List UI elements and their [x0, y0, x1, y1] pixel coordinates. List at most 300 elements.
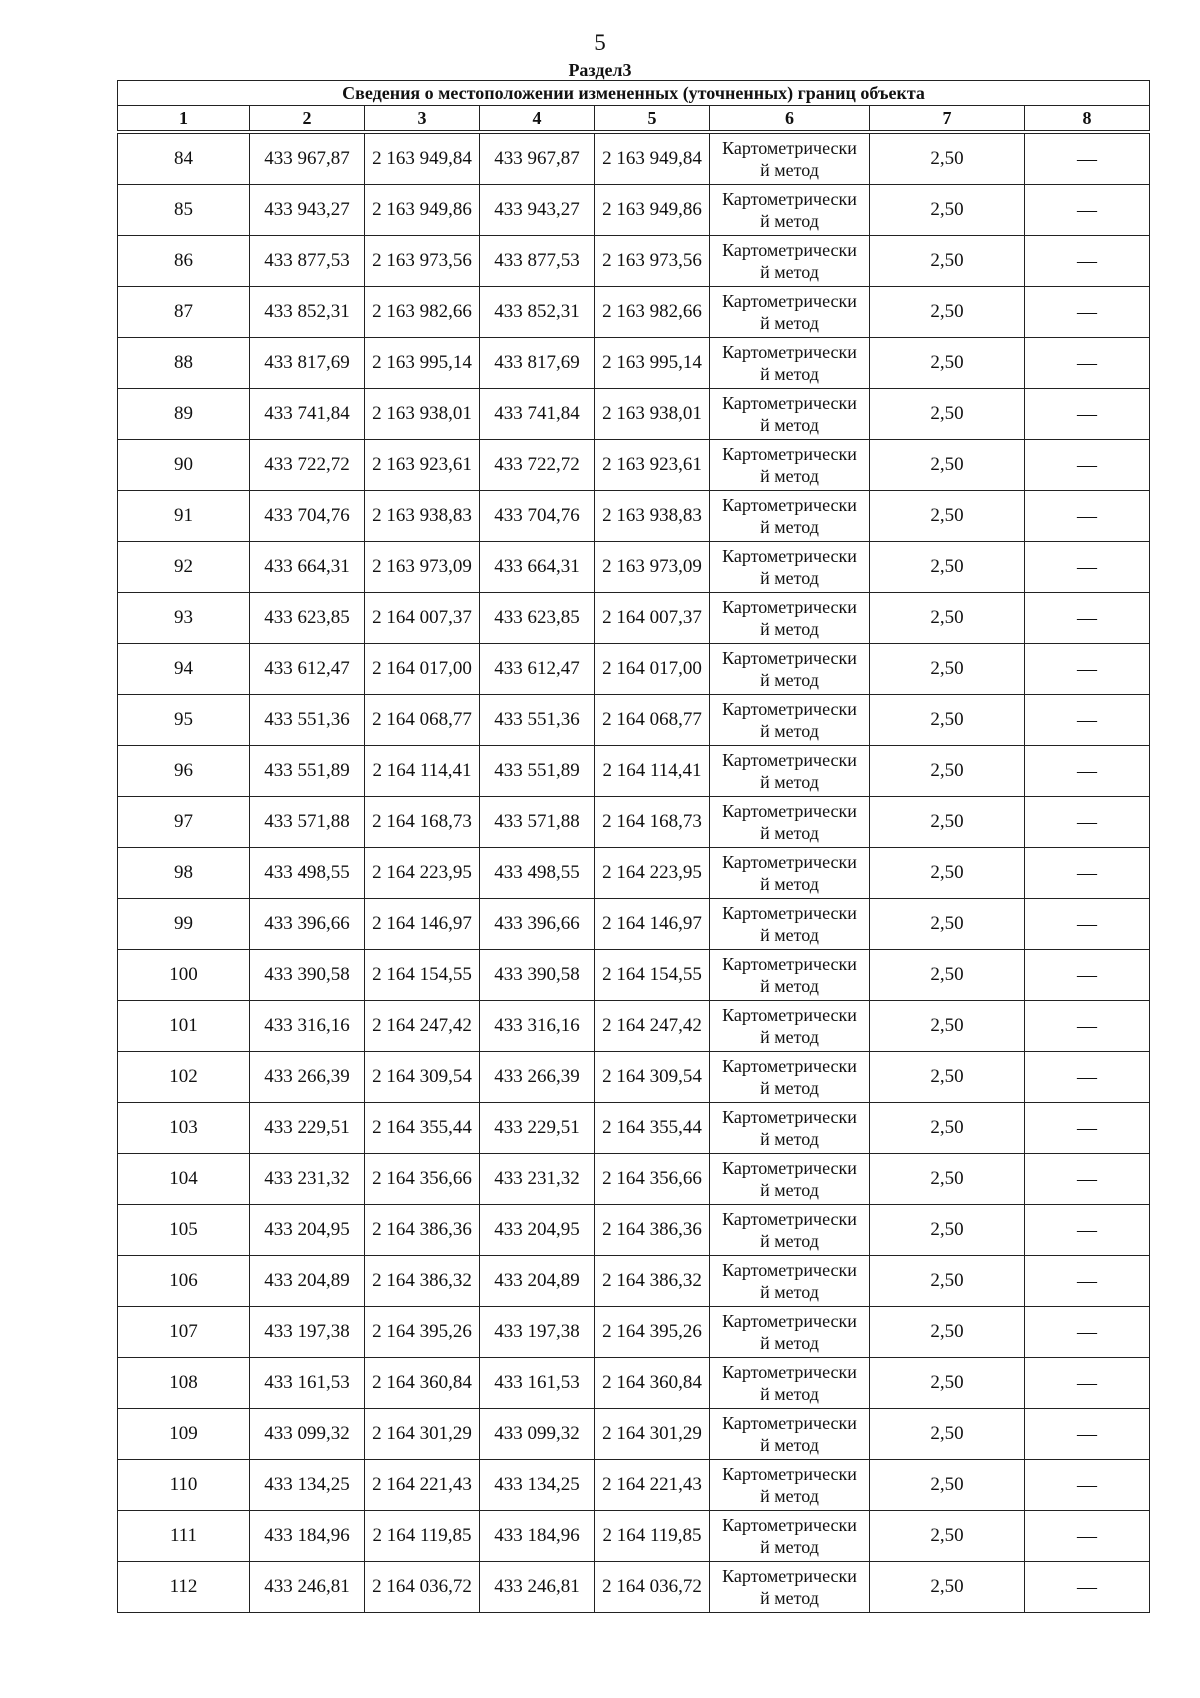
y-coordinate-existing: 2 164 355,44: [365, 1103, 480, 1154]
y-coordinate-refined: 2 164 119,85: [595, 1511, 710, 1562]
table-row: [118, 848, 1150, 899]
y-coordinate-existing: 2 164 007,37: [365, 593, 480, 644]
x-coordinate-refined: 433 943,27: [480, 185, 595, 236]
table-row: [118, 644, 1150, 695]
table-row: [118, 389, 1150, 440]
table-row: [118, 1511, 1150, 1562]
y-coordinate-refined: 2 164 386,36: [595, 1205, 710, 1256]
method-line-1: Картометрически: [722, 1158, 857, 1178]
point-number: 111: [118, 1511, 250, 1562]
point-number: 88: [118, 338, 250, 389]
method-line-1: Картометрически: [722, 495, 857, 515]
point-number: 106: [118, 1256, 250, 1307]
y-coordinate-existing: 2 164 154,55: [365, 950, 480, 1001]
x-coordinate-existing: 433 390,58: [250, 950, 365, 1001]
y-coordinate-refined: 2 164 007,37: [595, 593, 710, 644]
column-number-5: 5: [595, 106, 710, 131]
method-line-2: й метод: [760, 364, 819, 384]
note-dash: —: [1025, 797, 1150, 848]
x-coordinate-refined: 433 246,81: [480, 1562, 595, 1613]
determination-method: [710, 1256, 870, 1307]
accuracy-value: 2,50: [870, 542, 1025, 593]
determination-method: [710, 695, 870, 746]
y-coordinate-existing: 2 163 938,83: [365, 491, 480, 542]
accuracy-value: 2,50: [870, 848, 1025, 899]
y-coordinate-refined: 2 164 395,26: [595, 1307, 710, 1358]
table-row: [118, 491, 1150, 542]
method-line-1: Картометрически: [722, 291, 857, 311]
accuracy-value: 2,50: [870, 1154, 1025, 1205]
table-row: [118, 1052, 1150, 1103]
note-dash: —: [1025, 695, 1150, 746]
method-line-1: Картометрически: [722, 1515, 857, 1535]
y-coordinate-existing: 2 164 356,66: [365, 1154, 480, 1205]
point-number: 99: [118, 899, 250, 950]
x-coordinate-refined: 433 204,95: [480, 1205, 595, 1256]
x-coordinate-refined: 433 852,31: [480, 287, 595, 338]
y-coordinate-refined: 2 163 949,86: [595, 185, 710, 236]
method-line-1: Картометрически: [722, 1056, 857, 1076]
x-coordinate-existing: 433 551,89: [250, 746, 365, 797]
y-coordinate-refined: 2 164 247,42: [595, 1001, 710, 1052]
method-line-1: Картометрически: [722, 750, 857, 770]
accuracy-value: 2,50: [870, 1460, 1025, 1511]
point-number: 86: [118, 236, 250, 287]
method-line-2: й метод: [760, 1486, 819, 1506]
method-line-1: Картометрически: [722, 342, 857, 362]
method-line-2: й метод: [760, 619, 819, 639]
point-number: 100: [118, 950, 250, 1001]
table-row: [118, 1358, 1150, 1409]
y-coordinate-existing: 2 164 360,84: [365, 1358, 480, 1409]
method-line-2: й метод: [760, 823, 819, 843]
table-row: [118, 1205, 1150, 1256]
method-line-1: Картометрически: [722, 1413, 857, 1433]
y-coordinate-existing: 2 164 301,29: [365, 1409, 480, 1460]
point-number: 90: [118, 440, 250, 491]
method-line-1: Картометрически: [722, 1566, 857, 1586]
x-coordinate-existing: 433 612,47: [250, 644, 365, 695]
method-line-1: Картометрически: [722, 444, 857, 464]
table-row: [118, 236, 1150, 287]
y-coordinate-existing: 2 164 114,41: [365, 746, 480, 797]
x-coordinate-existing: 433 197,38: [250, 1307, 365, 1358]
point-number: 85: [118, 185, 250, 236]
x-coordinate-refined: 433 551,36: [480, 695, 595, 746]
x-coordinate-refined: 433 204,89: [480, 1256, 595, 1307]
note-dash: —: [1025, 440, 1150, 491]
x-coordinate-existing: 433 967,87: [250, 134, 365, 185]
x-coordinate-refined: 433 612,47: [480, 644, 595, 695]
determination-method: [710, 1511, 870, 1562]
x-coordinate-refined: 433 498,55: [480, 848, 595, 899]
column-number-1: 1: [118, 106, 250, 131]
y-coordinate-refined: 2 163 982,66: [595, 287, 710, 338]
note-dash: —: [1025, 491, 1150, 542]
note-dash: —: [1025, 593, 1150, 644]
accuracy-value: 2,50: [870, 746, 1025, 797]
method-line-2: й метод: [760, 517, 819, 537]
page-number: 5: [594, 30, 606, 55]
accuracy-value: 2,50: [870, 1511, 1025, 1562]
accuracy-value: 2,50: [870, 287, 1025, 338]
determination-method: [710, 338, 870, 389]
y-coordinate-refined: 2 164 036,72: [595, 1562, 710, 1613]
method-line-1: Картометрически: [722, 1005, 857, 1025]
determination-method: [710, 287, 870, 338]
method-line-2: й метод: [760, 1588, 819, 1608]
accuracy-value: 2,50: [870, 593, 1025, 644]
point-number: 103: [118, 1103, 250, 1154]
y-coordinate-existing: 2 164 017,00: [365, 644, 480, 695]
x-coordinate-refined: 433 551,89: [480, 746, 595, 797]
x-coordinate-refined: 433 571,88: [480, 797, 595, 848]
note-dash: —: [1025, 1307, 1150, 1358]
y-coordinate-refined: 2 163 973,56: [595, 236, 710, 287]
accuracy-value: 2,50: [870, 440, 1025, 491]
y-coordinate-existing: 2 163 949,86: [365, 185, 480, 236]
determination-method: [710, 440, 870, 491]
method-line-2: й метод: [760, 211, 819, 231]
note-dash: —: [1025, 1562, 1150, 1613]
note-dash: —: [1025, 1511, 1150, 1562]
accuracy-value: 2,50: [870, 1205, 1025, 1256]
determination-method: [710, 134, 870, 185]
method-line-1: Картометрически: [722, 1260, 857, 1280]
point-number: 94: [118, 644, 250, 695]
y-coordinate-existing: 2 164 168,73: [365, 797, 480, 848]
x-coordinate-refined: 433 967,87: [480, 134, 595, 185]
table-row: [118, 1307, 1150, 1358]
accuracy-value: 2,50: [870, 1409, 1025, 1460]
y-coordinate-refined: 2 164 360,84: [595, 1358, 710, 1409]
point-number: 102: [118, 1052, 250, 1103]
note-dash: —: [1025, 542, 1150, 593]
note-dash: —: [1025, 1052, 1150, 1103]
determination-method: [710, 593, 870, 644]
method-line-2: й метод: [760, 415, 819, 435]
x-coordinate-existing: 433 877,53: [250, 236, 365, 287]
table-row: [118, 797, 1150, 848]
accuracy-value: 2,50: [870, 1052, 1025, 1103]
method-line-2: й метод: [760, 772, 819, 792]
determination-method: [710, 950, 870, 1001]
x-coordinate-existing: 433 316,16: [250, 1001, 365, 1052]
x-coordinate-existing: 433 741,84: [250, 389, 365, 440]
note-dash: —: [1025, 1205, 1150, 1256]
accuracy-value: 2,50: [870, 1103, 1025, 1154]
determination-method: [710, 1205, 870, 1256]
y-coordinate-existing: 2 164 119,85: [365, 1511, 480, 1562]
y-coordinate-existing: 2 164 221,43: [365, 1460, 480, 1511]
point-number: 87: [118, 287, 250, 338]
note-dash: —: [1025, 848, 1150, 899]
x-coordinate-refined: 433 184,96: [480, 1511, 595, 1562]
accuracy-value: 2,50: [870, 1001, 1025, 1052]
x-coordinate-refined: 433 396,66: [480, 899, 595, 950]
table-row: [118, 1256, 1150, 1307]
table-row: [118, 593, 1150, 644]
y-coordinate-refined: 2 164 356,66: [595, 1154, 710, 1205]
table-body: [118, 81, 1150, 1613]
method-line-1: Картометрически: [722, 138, 857, 158]
column-number-6: 6: [710, 106, 870, 131]
x-coordinate-refined: 433 099,32: [480, 1409, 595, 1460]
table-row: [118, 746, 1150, 797]
determination-method: [710, 491, 870, 542]
y-coordinate-refined: 2 164 309,54: [595, 1052, 710, 1103]
method-line-2: й метод: [760, 262, 819, 282]
table-row: [118, 695, 1150, 746]
point-number: 109: [118, 1409, 250, 1460]
x-coordinate-refined: 433 229,51: [480, 1103, 595, 1154]
method-line-2: й метод: [760, 466, 819, 486]
y-coordinate-existing: 2 164 309,54: [365, 1052, 480, 1103]
note-dash: —: [1025, 1358, 1150, 1409]
y-coordinate-refined: 2 164 301,29: [595, 1409, 710, 1460]
x-coordinate-existing: 433 246,81: [250, 1562, 365, 1613]
y-coordinate-existing: 2 163 995,14: [365, 338, 480, 389]
method-line-2: й метод: [760, 976, 819, 996]
accuracy-value: 2,50: [870, 491, 1025, 542]
method-line-2: й метод: [760, 1231, 819, 1251]
accuracy-value: 2,50: [870, 644, 1025, 695]
determination-method: [710, 185, 870, 236]
determination-method: [710, 746, 870, 797]
method-line-2: й метод: [760, 1078, 819, 1098]
accuracy-value: 2,50: [870, 236, 1025, 287]
determination-method: [710, 389, 870, 440]
method-line-2: й метод: [760, 1129, 819, 1149]
method-line-2: й метод: [760, 313, 819, 333]
point-number: 89: [118, 389, 250, 440]
accuracy-value: 2,50: [870, 950, 1025, 1001]
y-coordinate-existing: 2 164 395,26: [365, 1307, 480, 1358]
method-line-2: й метод: [760, 568, 819, 588]
x-coordinate-refined: 433 161,53: [480, 1358, 595, 1409]
method-line-2: й метод: [760, 874, 819, 894]
determination-method: [710, 236, 870, 287]
y-coordinate-refined: 2 164 154,55: [595, 950, 710, 1001]
coordinates-table-container: [117, 80, 1149, 1613]
x-coordinate-existing: 433 817,69: [250, 338, 365, 389]
table-row: [118, 542, 1150, 593]
y-coordinate-refined: 2 163 938,83: [595, 491, 710, 542]
x-coordinate-existing: 433 204,95: [250, 1205, 365, 1256]
method-line-2: й метод: [760, 1180, 819, 1200]
x-coordinate-existing: 433 722,72: [250, 440, 365, 491]
determination-method: [710, 1103, 870, 1154]
point-number: 84: [118, 134, 250, 185]
note-dash: —: [1025, 185, 1150, 236]
determination-method: [710, 1562, 870, 1613]
y-coordinate-refined: 2 164 017,00: [595, 644, 710, 695]
note-dash: —: [1025, 1154, 1150, 1205]
determination-method: [710, 542, 870, 593]
section-title: Раздел3: [568, 60, 632, 80]
table-caption-row: [118, 81, 1150, 106]
note-dash: —: [1025, 236, 1150, 287]
y-coordinate-refined: 2 163 995,14: [595, 338, 710, 389]
x-coordinate-existing: 433 623,85: [250, 593, 365, 644]
x-coordinate-existing: 433 099,32: [250, 1409, 365, 1460]
x-coordinate-existing: 433 852,31: [250, 287, 365, 338]
determination-method: [710, 848, 870, 899]
method-line-2: й метод: [760, 1027, 819, 1047]
point-number: 97: [118, 797, 250, 848]
point-number: 104: [118, 1154, 250, 1205]
method-line-1: Картометрически: [722, 597, 857, 617]
method-line-1: Картометрически: [722, 240, 857, 260]
x-coordinate-existing: 433 943,27: [250, 185, 365, 236]
accuracy-value: 2,50: [870, 389, 1025, 440]
method-line-2: й метод: [760, 670, 819, 690]
y-coordinate-refined: 2 164 168,73: [595, 797, 710, 848]
table-row: [118, 440, 1150, 491]
x-coordinate-refined: 433 197,38: [480, 1307, 595, 1358]
method-line-2: й метод: [760, 925, 819, 945]
y-coordinate-refined: 2 164 068,77: [595, 695, 710, 746]
x-coordinate-refined: 433 664,31: [480, 542, 595, 593]
y-coordinate-existing: 2 163 973,56: [365, 236, 480, 287]
y-coordinate-existing: 2 164 068,77: [365, 695, 480, 746]
method-line-2: й метод: [760, 1435, 819, 1455]
method-line-1: Картометрически: [722, 1209, 857, 1229]
table-row: [118, 950, 1150, 1001]
point-number: 107: [118, 1307, 250, 1358]
y-coordinate-refined: 2 163 949,84: [595, 134, 710, 185]
y-coordinate-existing: 2 164 386,36: [365, 1205, 480, 1256]
y-coordinate-existing: 2 164 146,97: [365, 899, 480, 950]
method-line-2: й метод: [760, 1537, 819, 1557]
accuracy-value: 2,50: [870, 134, 1025, 185]
note-dash: —: [1025, 1409, 1150, 1460]
note-dash: —: [1025, 1001, 1150, 1052]
note-dash: —: [1025, 1103, 1150, 1154]
y-coordinate-refined: 2 163 923,61: [595, 440, 710, 491]
y-coordinate-existing: 2 163 923,61: [365, 440, 480, 491]
note-dash: —: [1025, 338, 1150, 389]
x-coordinate-refined: 433 623,85: [480, 593, 595, 644]
x-coordinate-existing: 433 231,32: [250, 1154, 365, 1205]
method-line-1: Картометрически: [722, 699, 857, 719]
method-line-1: Картометрически: [722, 1107, 857, 1127]
accuracy-value: 2,50: [870, 338, 1025, 389]
x-coordinate-refined: 433 704,76: [480, 491, 595, 542]
accuracy-value: 2,50: [870, 1307, 1025, 1358]
method-line-2: й метод: [760, 1384, 819, 1404]
point-number: 92: [118, 542, 250, 593]
method-line-1: Картометрически: [722, 1464, 857, 1484]
x-coordinate-existing: 433 204,89: [250, 1256, 365, 1307]
note-dash: —: [1025, 746, 1150, 797]
method-line-1: Картометрически: [722, 903, 857, 923]
y-coordinate-existing: 2 163 938,01: [365, 389, 480, 440]
x-coordinate-existing: 433 704,76: [250, 491, 365, 542]
note-dash: —: [1025, 899, 1150, 950]
method-line-1: Картометрически: [722, 954, 857, 974]
method-line-1: Картометрически: [722, 1311, 857, 1331]
point-number: 108: [118, 1358, 250, 1409]
x-coordinate-refined: 433 134,25: [480, 1460, 595, 1511]
note-dash: —: [1025, 134, 1150, 185]
accuracy-value: 2,50: [870, 797, 1025, 848]
y-coordinate-refined: 2 163 938,01: [595, 389, 710, 440]
x-coordinate-existing: 433 134,25: [250, 1460, 365, 1511]
table-row: [118, 899, 1150, 950]
x-coordinate-existing: 433 266,39: [250, 1052, 365, 1103]
column-number-3: 3: [365, 106, 480, 131]
x-coordinate-refined: 433 231,32: [480, 1154, 595, 1205]
table-row: [118, 287, 1150, 338]
accuracy-value: 2,50: [870, 1256, 1025, 1307]
coordinates-table: [117, 80, 1150, 1613]
table-caption: Сведения о местоположении измененных (уточненных) границ объекта: [118, 81, 1150, 106]
method-line-2: й метод: [760, 160, 819, 180]
point-number: 98: [118, 848, 250, 899]
x-coordinate-refined: 433 390,58: [480, 950, 595, 1001]
accuracy-value: 2,50: [870, 1358, 1025, 1409]
determination-method: [710, 1358, 870, 1409]
determination-method: [710, 1460, 870, 1511]
y-coordinate-existing: 2 164 223,95: [365, 848, 480, 899]
point-number: 96: [118, 746, 250, 797]
method-line-1: Картометрически: [722, 801, 857, 821]
determination-method: [710, 1052, 870, 1103]
y-coordinate-refined: 2 163 973,09: [595, 542, 710, 593]
x-coordinate-refined: 433 266,39: [480, 1052, 595, 1103]
point-number: 95: [118, 695, 250, 746]
y-coordinate-refined: 2 164 355,44: [595, 1103, 710, 1154]
column-number-7: 7: [870, 106, 1025, 131]
column-number-4: 4: [480, 106, 595, 131]
table-row: [118, 134, 1150, 185]
point-number: 101: [118, 1001, 250, 1052]
table-row: [118, 338, 1150, 389]
point-number: 93: [118, 593, 250, 644]
point-number: 105: [118, 1205, 250, 1256]
determination-method: [710, 797, 870, 848]
determination-method: [710, 899, 870, 950]
y-coordinate-existing: 2 164 036,72: [365, 1562, 480, 1613]
column-number-8: 8: [1025, 106, 1150, 131]
x-coordinate-existing: 433 161,53: [250, 1358, 365, 1409]
table-row: [118, 1154, 1150, 1205]
x-coordinate-existing: 433 229,51: [250, 1103, 365, 1154]
accuracy-value: 2,50: [870, 1562, 1025, 1613]
y-coordinate-existing: 2 163 982,66: [365, 287, 480, 338]
x-coordinate-refined: 433 722,72: [480, 440, 595, 491]
x-coordinate-existing: 433 396,66: [250, 899, 365, 950]
y-coordinate-existing: 2 164 247,42: [365, 1001, 480, 1052]
x-coordinate-refined: 433 316,16: [480, 1001, 595, 1052]
table-row: [118, 1460, 1150, 1511]
point-number: 110: [118, 1460, 250, 1511]
note-dash: —: [1025, 287, 1150, 338]
x-coordinate-existing: 433 571,88: [250, 797, 365, 848]
y-coordinate-refined: 2 164 221,43: [595, 1460, 710, 1511]
method-line-1: Картометрически: [722, 393, 857, 413]
determination-method: [710, 644, 870, 695]
determination-method: [710, 1001, 870, 1052]
determination-method: [710, 1409, 870, 1460]
note-dash: —: [1025, 950, 1150, 1001]
y-coordinate-refined: 2 164 146,97: [595, 899, 710, 950]
determination-method: [710, 1307, 870, 1358]
point-number: 112: [118, 1562, 250, 1613]
x-coordinate-refined: 433 741,84: [480, 389, 595, 440]
accuracy-value: 2,50: [870, 899, 1025, 950]
